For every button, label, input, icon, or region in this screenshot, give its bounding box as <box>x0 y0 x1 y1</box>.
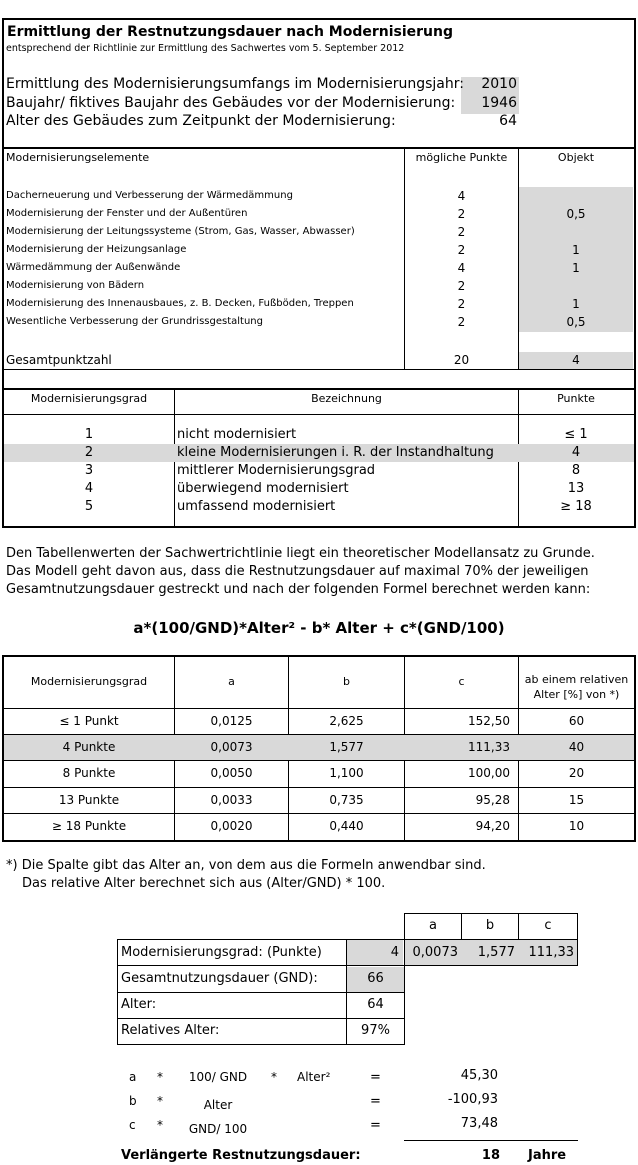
footnote-line-1: *) Die Spalte gibt das Alter an, von dem aus die Formeln anwendbar sind. <box>6 858 486 873</box>
coef-header-a: a <box>228 675 235 688</box>
element-points: 2 <box>457 315 466 329</box>
element-points: 4 <box>457 261 466 275</box>
input-label-mod-year: Ermittlung des Modernisierungsumfangs im Modernisierungsjahr: <box>6 76 464 92</box>
element-object: 1 <box>572 297 580 311</box>
result-term-2: Alter² <box>297 1070 331 1084</box>
grade-number: 4 <box>84 481 94 496</box>
input-value-build-year: 1946 <box>481 95 517 111</box>
coef-a: 0,0073 <box>210 740 253 755</box>
grades-header-desc: Bezeichnung <box>311 392 382 405</box>
elements-header-points: mögliche Punkte <box>415 151 508 164</box>
grade-points: ≤ 1 <box>564 427 588 442</box>
calc-a-value: 0,0073 <box>412 945 458 960</box>
grade-number: 3 <box>84 463 94 478</box>
total-object: 4 <box>572 353 580 367</box>
grade-description: mittlerer Modernisierungsgrad <box>177 463 376 478</box>
grade-number: 1 <box>84 427 94 442</box>
footnote-line-2: Das relative Alter berechnet sich aus (Alter/GND) * 100. <box>22 876 386 891</box>
element-object: 0,5 <box>566 315 586 329</box>
result-value-line: -100,93 <box>447 1092 498 1107</box>
element-points: 4 <box>457 189 466 203</box>
coef-rel-age: 10 <box>568 818 585 833</box>
coef-c: 100,00 <box>468 766 510 781</box>
result-operator: * <box>157 1094 163 1108</box>
calc-col-a: a <box>429 918 437 933</box>
element-name: Modernisierung von Bädern <box>6 280 145 291</box>
result-operator-2: * <box>271 1070 277 1084</box>
result-term: 100/ GND <box>188 1070 248 1084</box>
paragraph-line-1: Den Tabellenwerten der Sachwertrichtlinie liegt ein theoretischer Modellansatz zu Grunde. <box>6 546 595 561</box>
grade-points: 8 <box>571 463 581 478</box>
result-term: Alter <box>203 1098 233 1112</box>
total-points: 20 <box>453 353 470 367</box>
calc-c-value: 111,33 <box>528 945 574 960</box>
element-points: 2 <box>457 207 466 221</box>
grades-header-grade: Modernisierungsgrad <box>30 392 148 405</box>
calc-grade-label: Modernisierungsgrad: (Punkte) <box>121 945 322 960</box>
coef-b: 2,625 <box>329 714 364 728</box>
element-name: Modernisierung der Fenster und der Außentüren <box>6 208 248 219</box>
grade-description: überwiegend modernisiert <box>177 481 349 496</box>
input-label-age: Alter des Gebäudes zum Zeitpunkt der Modernisierung: <box>6 113 396 129</box>
element-points: 2 <box>457 279 466 293</box>
result-unit: Jahre <box>528 1148 567 1163</box>
coef-rel-age: 15 <box>568 792 585 807</box>
coef-a: 0,0125 <box>210 714 253 728</box>
coef-a: 0,0050 <box>210 766 253 781</box>
coef-grade: ≤ 1 Punkt <box>59 714 119 728</box>
element-object: 1 <box>572 243 580 257</box>
calc-age-label: Alter: <box>121 997 157 1012</box>
calc-col-c: c <box>544 918 552 933</box>
coef-rel-age: 60 <box>568 714 585 728</box>
coef-a: 0,0020 <box>210 818 253 833</box>
grade-points: 13 <box>567 481 585 496</box>
calc-b-value: 1,577 <box>477 945 515 960</box>
result-label: Verlängerte Restnutzungsdauer: <box>121 1148 361 1163</box>
calc-grade-value: 4 <box>390 945 399 960</box>
element-name: Modernisierung der Heizungsanlage <box>6 244 187 255</box>
result-value-line: 73,48 <box>460 1116 498 1131</box>
element-name: Dacherneuerung und Verbesserung der Wärmedämmung <box>6 190 293 201</box>
result-factor: a <box>129 1070 137 1084</box>
grade-points: ≥ 18 <box>560 499 592 514</box>
element-name: Wärmedämmung der Außenwände <box>6 262 181 273</box>
coef-c: 111,33 <box>468 740 510 755</box>
element-points: 2 <box>457 297 466 311</box>
input-label-build-year: Baujahr/ fiktives Baujahr des Gebäudes vor der Modernisierung: <box>6 95 456 111</box>
coef-header-rel-2: Alter [%] von *) <box>533 688 620 701</box>
calc-rel-label: Relatives Alter: <box>121 1023 220 1038</box>
grades-header-points: Punkte <box>557 392 595 405</box>
grade-description: umfassend modernisiert <box>177 499 336 514</box>
element-points: 2 <box>457 243 466 257</box>
result-operator: * <box>157 1070 163 1084</box>
coef-b: 0,440 <box>329 818 364 833</box>
element-object: 1 <box>572 261 580 275</box>
grade-number: 5 <box>84 499 94 514</box>
calc-age-value: 64 <box>367 997 384 1012</box>
result-value-line: 45,30 <box>460 1068 498 1083</box>
calc-rel-value: 97% <box>361 1023 390 1038</box>
input-value-age: 64 <box>499 113 517 129</box>
coef-grade: 4 Punkte <box>62 740 116 755</box>
result-equals: = <box>370 1094 381 1109</box>
coef-b: 1,100 <box>329 766 364 781</box>
coef-grade: 13 Punkte <box>58 792 120 807</box>
page-title: Ermittlung der Restnutzungsdauer nach Modernisierung <box>7 24 454 40</box>
paragraph-line-2: Das Modell geht davon aus, dass die Restnutzungsdauer auf maximal 70% der jeweiligen <box>6 564 589 579</box>
coef-c: 95,28 <box>475 792 510 807</box>
element-name: Wesentliche Verbesserung der Grundrissgestaltung <box>6 316 263 327</box>
total-label: Gesamtpunktzahl <box>6 353 112 367</box>
elements-header-name: Modernisierungselemente <box>6 151 150 164</box>
coef-a: 0,0033 <box>210 792 253 807</box>
coef-header-c: c <box>458 675 465 688</box>
grade-description: kleine Modernisierungen i. R. der Instandhaltung <box>177 445 494 460</box>
coef-header-grade: Modernisierungsgrad <box>30 675 148 688</box>
paragraph-line-3: Gesamtnutzungsdauer gestreckt und nach der folgenden Formel berechnet werden kann: <box>6 582 591 597</box>
element-object: 0,5 <box>566 207 586 221</box>
coef-rel-age: 40 <box>568 740 585 755</box>
coef-grade: 8 Punkte <box>62 766 116 781</box>
result-operator: * <box>157 1118 163 1132</box>
result-factor: b <box>129 1094 137 1108</box>
coef-grade: ≥ 18 Punkte <box>51 818 127 833</box>
element-name: Modernisierung der Leitungssysteme (Strom, Gas, Wasser, Abwasser) <box>6 226 355 237</box>
elements-header-object: Objekt <box>557 151 595 164</box>
element-name: Modernisierung des Innenausbaues, z. B. Decken, Fußböden, Treppen <box>6 298 354 309</box>
grade-points: 4 <box>571 445 581 460</box>
grade-number: 2 <box>84 445 94 460</box>
coef-rel-age: 20 <box>568 766 585 781</box>
formula: a*(100/GND)*Alter² - b* Alter + c*(GND/100) <box>133 619 505 637</box>
coef-b: 1,577 <box>329 740 364 755</box>
element-points: 2 <box>457 225 466 239</box>
result-equals: = <box>370 1070 381 1085</box>
input-value-mod-year: 2010 <box>481 76 517 92</box>
calc-gnd-value: 66 <box>367 971 384 986</box>
result-value: 18 <box>481 1148 500 1163</box>
coef-b: 0,735 <box>329 792 364 807</box>
result-term: GND/ 100 <box>188 1122 248 1136</box>
result-equals: = <box>370 1118 381 1133</box>
page-subtitle: entsprechend der Richtlinie zur Ermittlung des Sachwertes vom 5. September 2012 <box>6 43 405 54</box>
calc-col-b: b <box>485 918 495 933</box>
grade-description: nicht modernisiert <box>177 427 297 442</box>
coef-c: 94,20 <box>475 818 510 833</box>
result-factor: c <box>129 1118 136 1132</box>
coef-c: 152,50 <box>468 714 510 728</box>
calc-gnd-label: Gesamtnutzungsdauer (GND): <box>121 971 318 986</box>
coef-header-rel-1: ab einem relativen <box>524 673 629 686</box>
coef-header-b: b <box>343 675 350 688</box>
